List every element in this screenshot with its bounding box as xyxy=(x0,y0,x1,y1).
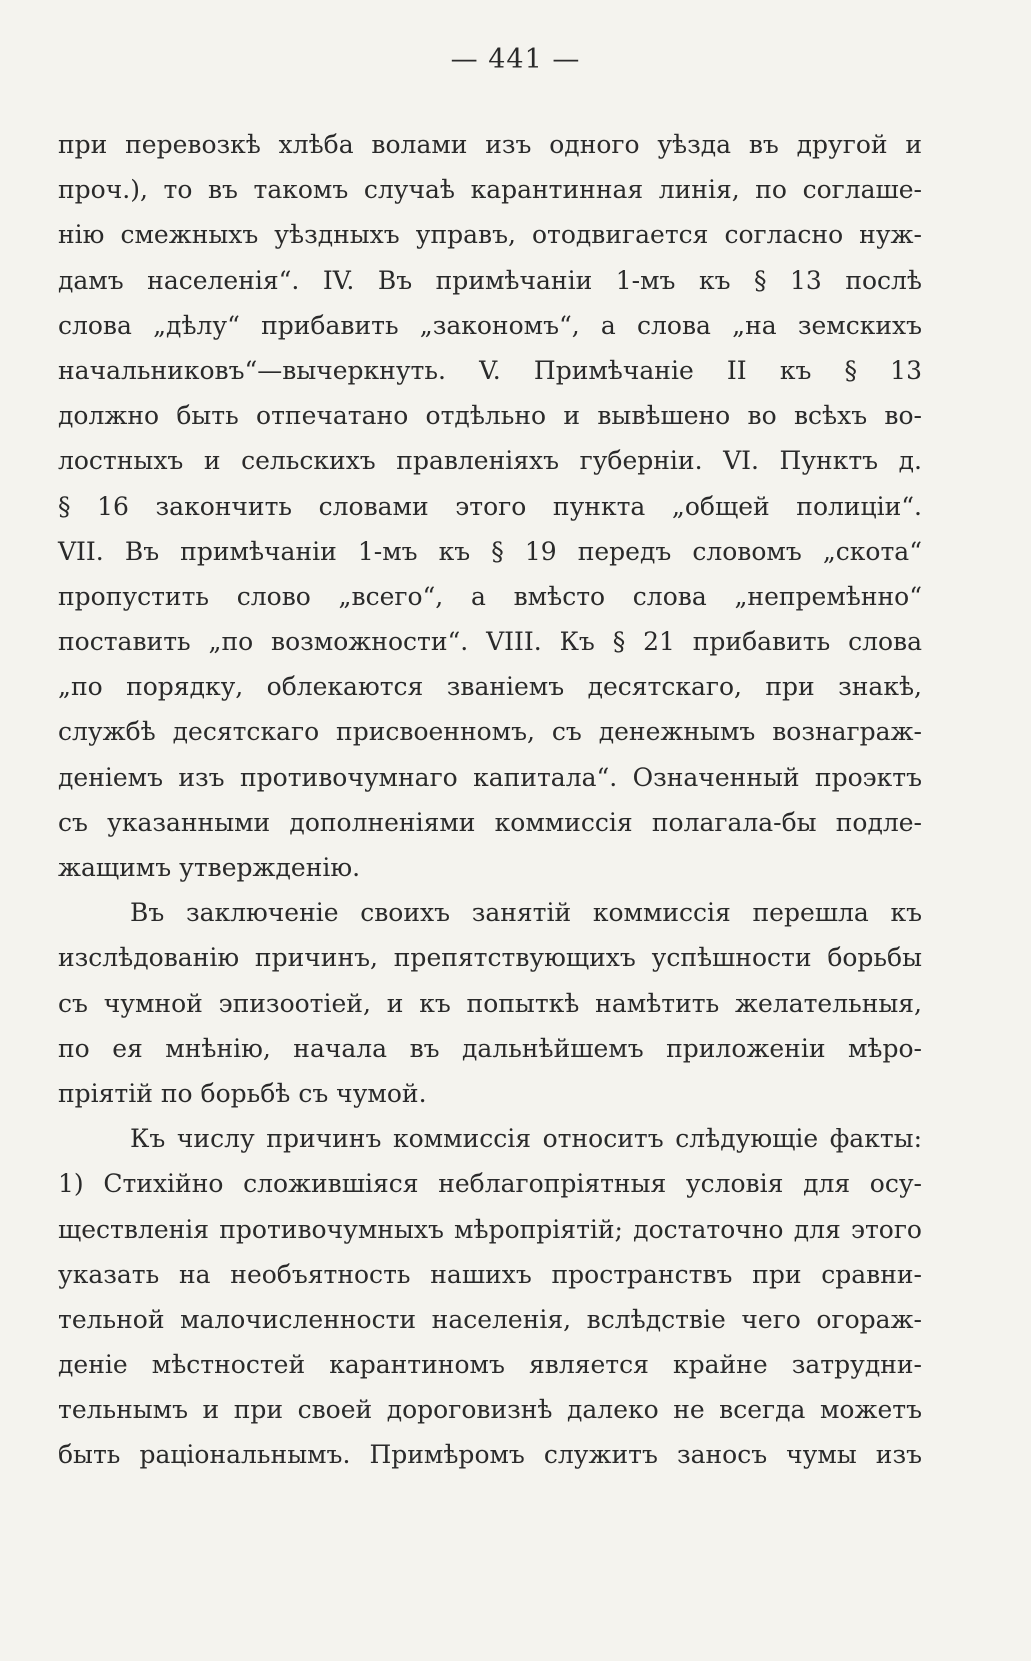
text-line: пріятій по борьбѣ съ чумой. xyxy=(58,1078,427,1108)
text-line: ществленія противочумныхъ мѣропріятій; достаточно для этого xyxy=(58,1214,922,1244)
text-line: поставить „по возможности“. VIII. Къ § 21 прибавить слова xyxy=(58,627,922,657)
text-line: по ея мнѣнію, начала въ дальнѣйшемъ приложеніи мѣро- xyxy=(58,1033,922,1063)
text-line: при перевозкѣ хлѣба волами изъ одного уѣзда въ другой и xyxy=(58,130,922,159)
text-line: Къ числу причинъ коммиссія относитъ слѣдующіе факты: xyxy=(130,1124,922,1154)
text-line: проч.), то въ такомъ случаѣ карантинная линія, по соглаше- xyxy=(58,175,922,205)
text-line: дамъ населенія“. IV. Въ примѣчаніи 1-мъ къ § 13 послѣ xyxy=(58,265,922,295)
text-line: лостныхъ и сельскихъ правленіяхъ губерніи. VI. Пунктъ д. xyxy=(58,446,922,476)
text-line: тельнымъ и при своей дороговизнѣ далеко не всегда можетъ xyxy=(58,1395,922,1425)
text-line: деніемъ изъ противочумнаго капитала“. Означенный проэктъ xyxy=(58,762,922,792)
body-text xyxy=(58,122,922,1478)
text-line: нію смежныхъ уѣздныхъ управъ, отодвигается согласно нуж- xyxy=(58,220,922,250)
text-line: 1) Стихійно сложившіяся неблагопріятныя условія для осу- xyxy=(58,1169,922,1199)
text-line: быть раціональнымъ. Примѣромъ служитъ заносъ чумы изъ xyxy=(58,1440,922,1470)
text-line: „по порядку, облекаются званіемъ десятскаго, при знакѣ, xyxy=(58,672,922,702)
text-line: начальниковъ“—вычеркнуть. V. Примѣчаніе II къ § 13 xyxy=(58,355,922,385)
text-line: изслѣдованію причинъ, препятствующихъ успѣшности борьбы xyxy=(58,943,922,973)
text-line: жащимъ утвержденію. xyxy=(58,853,361,882)
text-line: деніе мѣстностей карантиномъ является крайне затрудни- xyxy=(58,1350,922,1380)
text-line: тельной малочисленности населенія, вслѣдствіе чего огораж- xyxy=(58,1304,922,1334)
text-line: съ чумной эпизоотіей, и къ попыткѣ намѣтить желательныя, xyxy=(58,988,922,1018)
text-line: слова „дѣлу“ прибавить „закономъ“, а слова „на земскихъ xyxy=(58,310,922,340)
text-line: съ указанными дополненіями коммиссія полагала-бы подле- xyxy=(58,807,922,837)
text-line: должно быть отпечатано отдѣльно и вывѣшено во всѣхъ во- xyxy=(58,401,922,431)
text-line: VII. Въ примѣчаніи 1-мъ къ § 19 передъ словомъ „скота“ xyxy=(58,536,922,566)
text-line: службѣ десятскаго присвоенномъ, съ денежнымъ вознаграж- xyxy=(58,717,922,747)
text-line: пропустить слово „всего“, а вмѣсто слова „непремѣнно“ xyxy=(58,581,922,611)
text-line: указать на необъятность нашихъ пространствъ при сравни- xyxy=(58,1259,922,1289)
page-number: — 441 — xyxy=(450,44,581,75)
text-line: § 16 закончить словами этого пункта „общей полиціи“. xyxy=(58,491,922,521)
text-line: Въ заключеніе своихъ занятій коммиссія перешла къ xyxy=(130,898,922,928)
